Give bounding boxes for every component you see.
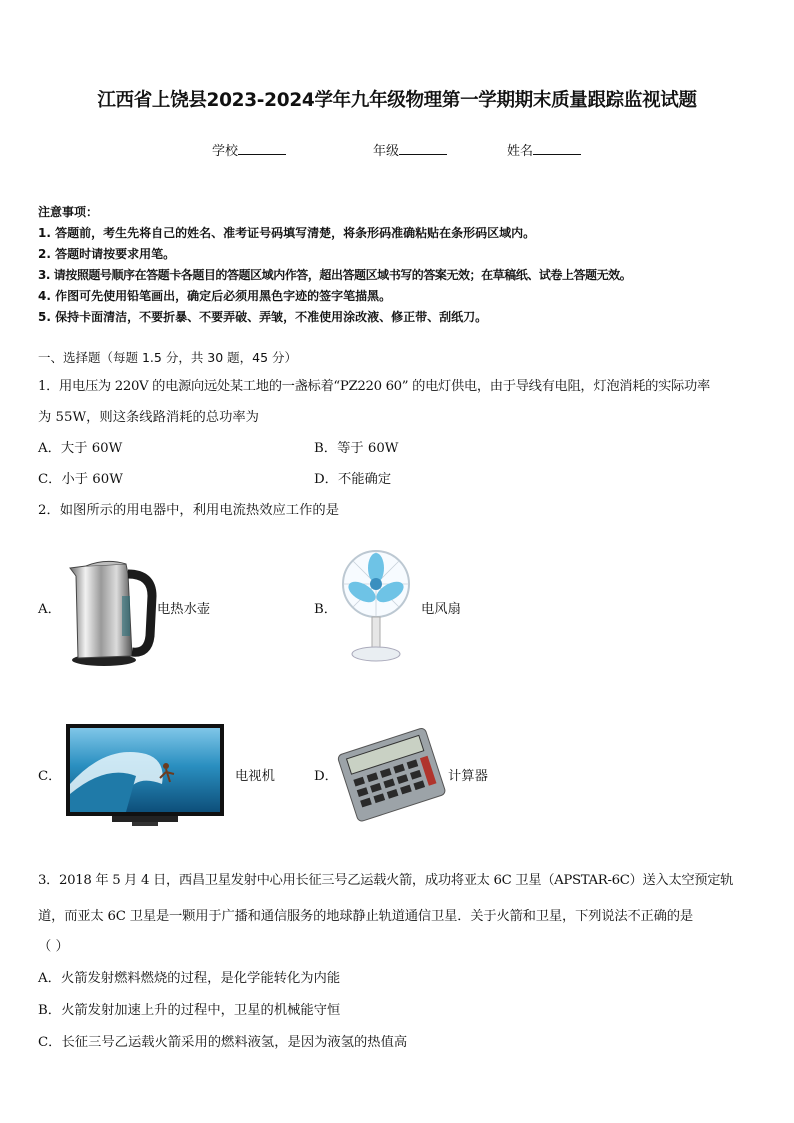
grade-blank <box>399 142 447 155</box>
q2-stem: 2．如图所示的用电器中，利用电流热效应工作的是 <box>38 503 339 518</box>
q3-answer-paren: （ ） <box>38 939 69 954</box>
q2-option-c-label: 电视机 <box>235 769 275 784</box>
q2-option-c-letter: C． <box>38 769 62 784</box>
name-blank <box>533 142 581 155</box>
notice-item-2: 2. 答题时请按要求用笔。 <box>38 247 176 261</box>
notice-item-3: 3. 请按照题号顺序在答题卡各题目的答题区域内作答，超出答题区域书写的答案无效；在草稿纸、试卷上答题无效。 <box>38 268 632 282</box>
grade-field <box>373 140 447 159</box>
kettle-icon <box>66 556 156 668</box>
fan-icon <box>340 548 412 664</box>
notice-item-5: 5. 保持卡面清洁，不要折暴、不要弄破、弄皱，不准使用涂改液、修正带、刮纸刀。 <box>38 310 488 324</box>
q2-option-b-letter: B． <box>314 602 338 617</box>
calculator-icon <box>338 730 444 822</box>
q3-option-b: B．火箭发射加速上升的过程中，卫星的机械能守恒 <box>38 1003 341 1018</box>
tv-icon <box>66 724 224 832</box>
q1-option-b: B．等于 60W <box>314 441 399 456</box>
school-field <box>212 140 286 159</box>
q2-option-a-letter: A． <box>38 602 61 617</box>
grade-label: 年级 <box>373 144 400 159</box>
q3-option-a: A．火箭发射燃料燃烧的过程，是化学能转化为内能 <box>38 971 341 986</box>
q2-option-d-label: 计算器 <box>448 769 488 784</box>
q2-option-a-label: 电热水壶 <box>157 602 211 617</box>
school-label: 学校 <box>212 144 239 159</box>
q1-option-c: C．小于 60W <box>38 472 123 487</box>
notice-heading: 注意事项： <box>38 205 99 219</box>
q3-stem-line1: 3．2018 年 5 月 4 日，西昌卫星发射中心用长征三号乙运载火箭，成功将亚太 6C 卫星（APSTAR-6C）送入太空预定轨 <box>38 873 734 888</box>
q2-option-d-letter: D． <box>314 769 338 784</box>
notice-item-1: 1. 答题前，考生先将自己的姓名、准考证号码填写清楚，将条形码准确粘贴在条形码区域内。 <box>38 226 536 240</box>
q3-option-c: C．长征三号乙运载火箭采用的燃料液氢，是因为液氢的热值高 <box>38 1035 408 1050</box>
name-field <box>507 140 581 159</box>
q1-option-d: D．不能确定 <box>314 472 392 487</box>
q3-stem-line2: 道，而亚太 6C 卫星是一颗用于广播和通信服务的地球静止轨道通信卫星．关于火箭和卫星，下列说法不正确的是 <box>38 909 693 924</box>
school-blank <box>238 142 286 155</box>
name-label: 姓名 <box>507 144 534 159</box>
q1-stem-line1: 1．用电压为 220V 的电源向远处某工地的一盏标着“PZ220 60” 的电灯供电，由于导线有电阻，灯泡消耗的实际功率 <box>38 379 710 394</box>
q1-stem-line2: 为 55W，则这条线路消耗的总功率为 <box>38 410 259 425</box>
section-header: 一、选择题（每题 1.5 分，共 30 题，45 分） <box>38 350 298 365</box>
page-title: 江西省上饶县2023-2024学年九年级物理第一学期期末质量跟踪监视试题 <box>97 90 697 111</box>
notice-item-4: 4. 作图可先使用铅笔画出，确定后必须用黑色字迹的签字笔描黑。 <box>38 289 392 303</box>
q2-option-b-label: 电风扇 <box>421 602 461 617</box>
q1-option-a: A．大于 60W <box>38 441 123 456</box>
